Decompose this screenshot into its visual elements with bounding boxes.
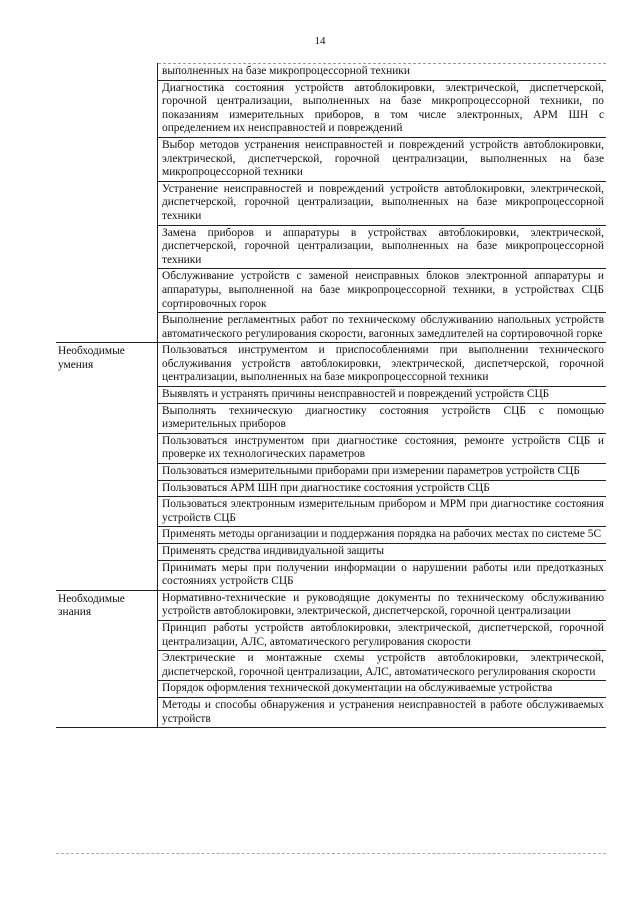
table-row: Применять методы организации и поддержания порядка на рабочих местах по системе 5С — [158, 527, 606, 544]
table-row: Пользоваться АРМ ШН при диагностике состояния устройств СЦБ — [158, 481, 606, 498]
table-row: Порядок оформления технической документации на обслуживаемые устройства — [158, 681, 606, 698]
table-row: Пользоваться измерительными приборами при измерении параметров устройств СЦБ — [158, 464, 606, 481]
table-row: Выполнение регламентных работ по техническому обслуживанию напольных устройств автоматического регулирования скорости, вагонных замедлителей на сортировочной горке — [162, 314, 604, 340]
table-row: Применять средства индивидуальной защиты — [158, 544, 606, 561]
section-label: Необходимые умения — [56, 343, 158, 590]
table-row: Выявлять и устранять причины неисправностей и повреждений устройств СЦБ — [158, 387, 606, 404]
table-row: Обслуживание устройств с заменой неисправных блоков электронной аппаратуры и аппаратуры, выполненной на базе микропроцессорной техники, в устройствах СЦБ сортировочных горок — [158, 269, 606, 313]
section-label: Необходимые знания — [56, 591, 158, 727]
table-row: Замена приборов и аппаратуры в устройствах автоблокировки, электрической, диспетчерской, горочной централизации, выполненных на базе микропроцессорной техники — [158, 226, 606, 270]
table-row: Электрические и монтажные схемы устройств автоблокировки, электрической, диспетчерской, горочной централизации, АЛС, автоматического регулирования скорости — [158, 651, 606, 681]
table-row: Пользоваться инструментом при диагностике состояния, ремонте устройств СЦБ и проверке их технологических параметров — [158, 434, 606, 464]
section-knowledge — [56, 591, 606, 728]
section-items — [158, 63, 606, 342]
section-label — [56, 63, 158, 342]
section-skills — [56, 343, 606, 591]
page-number: 14 — [314, 35, 326, 47]
table-row: выполненных на базе микропроцессорной техники — [158, 63, 606, 81]
table-row: Устранение неисправностей и повреждений устройств автоблокировки, электрической, диспетчерской, горочной централизации, выполненных на базе микропроцессорной техники — [158, 182, 606, 226]
section-items — [158, 591, 606, 727]
table-row: Принцип работы устройств автоблокировки, электрической, диспетчерской, горочной централизации, АЛС, автоматического регулирования скорости — [158, 621, 606, 651]
table-row: Диагностика состояния устройств автоблокировки, электрической, диспетчерской, горочной централизации, выполненных на базе микропроцессорной техники, по показаниям измерительных приборов, в том числе электронных, АРМ ШН с определением их неисправностей и повреждений — [158, 81, 606, 138]
section-labor-actions — [56, 63, 606, 343]
section-items — [158, 343, 606, 590]
table-row: Пользоваться электронным измерительным прибором и МРМ при диагностике состояния устройств СЦБ — [158, 497, 606, 527]
table-row: Методы и способы обнаружения и устранения неисправностей в работе обслуживаемых устройств — [162, 698, 604, 725]
competency-table — [56, 63, 606, 728]
table-row: Пользоваться инструментом и приспособлениями при выполнении технического обслуживания устройств автоблокировки, электрической, диспетчерской, горочной централизации, выполненных на базе микропроцессорной техники — [158, 343, 606, 387]
table-row: Нормативно-технические и руководящие документы по техническому обслуживанию устройств автоблокировки, электрической, диспетчерской, горочной централизации — [158, 591, 606, 621]
table-row: Выбор методов устранения неисправностей и повреждений устройств автоблокировки, электрической, диспетчерской, горочной централизации, выполненных на базе микропроцессорной техники — [158, 138, 606, 182]
table-row: Выполнять техническую диагностику состояния устройств СЦБ с помощью измерительных приборов — [158, 404, 606, 434]
table-row: Принимать меры при получении информации о нарушении работы или предотказных состояниях устройств СЦБ — [162, 561, 604, 588]
page-divider — [56, 853, 606, 854]
